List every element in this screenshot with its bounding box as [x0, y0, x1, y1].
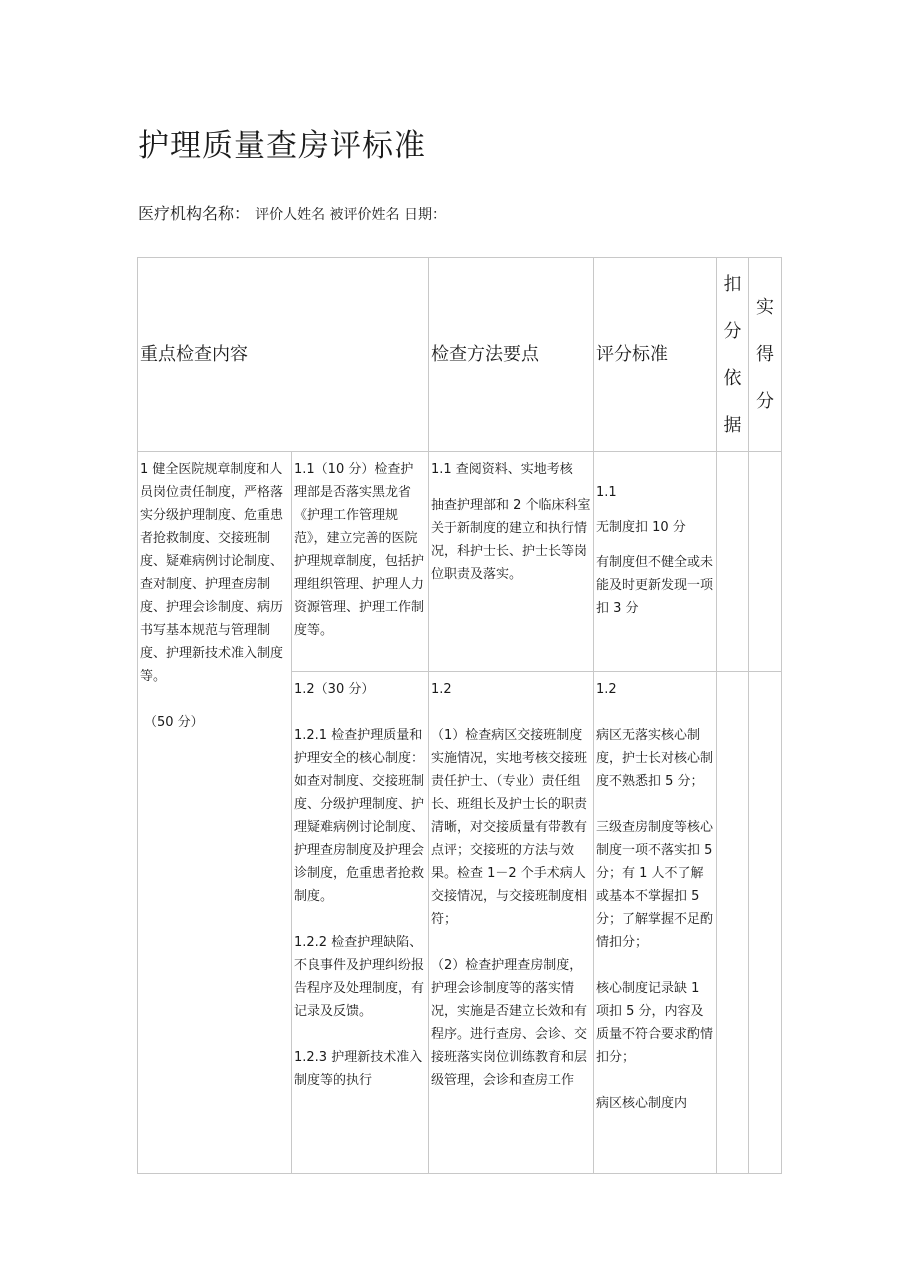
method-text: （1）检查病区交接班制度实施情况，实地考核交接班责任护士、（专业）责任组长、班组长及护士长的职责清晰，对交接质量有带教有点评；交接班的方法与效果。检查 1－2 个手术病人交接情况，与交接班制度相符；	[431, 728, 588, 927]
item-text: 1.2（30 分）	[294, 682, 375, 697]
header-char: 据	[723, 414, 742, 436]
header-char: 扣	[723, 273, 742, 295]
institution-label: 医疗机构名称：	[138, 204, 251, 223]
header-key-content: 重点检查内容	[138, 258, 429, 452]
item-cell	[292, 672, 429, 1174]
standard-text: 核心制度记录缺 1 项扣 5 分，内容及质量不符合要求酌情扣分；	[596, 981, 714, 1065]
header-check-method: 检查方法要点	[429, 258, 594, 452]
standard-cell	[594, 672, 717, 1174]
header-char: 实	[756, 297, 774, 318]
header-deduction-basis	[717, 258, 749, 452]
method-text: 1.1 查阅资料、实地考核	[431, 462, 573, 477]
item-text: 1.2.2 检查护理缺陷、不良事件及护理纠纷报告程序及处理制度，有记录及反馈。	[294, 935, 425, 1019]
method-text: 抽查护理部和 2 个临床科室关于新制度的建立和执行情况，科护士长、护士长等岗位职责及落实。	[431, 498, 591, 582]
table-header-row	[138, 258, 782, 452]
standard-text: 病区核心制度内	[596, 1096, 688, 1111]
standard-text: 无制度扣 10 分	[596, 520, 686, 535]
header-scoring-standard: 评分标准	[594, 258, 717, 452]
evaluator-fields-label: 评价人姓名 被评价姓名 日期：	[255, 207, 447, 223]
method-text: 1.2	[431, 682, 452, 697]
score-cell	[749, 672, 782, 1174]
standard-text: 三级查房制度等核心制度一项不落实扣 5 分；有 1 人不了解或基本不掌握扣 5 分；了解掌握不足酌情扣分；	[596, 820, 714, 950]
item-text: 1.2.3 护理新技术准入制度等的执行	[294, 1050, 423, 1088]
standard-text: 1.2	[596, 682, 617, 697]
deduction-cell	[717, 452, 749, 672]
header-info-line	[138, 202, 446, 227]
method-text: （2）检查护理查房制度，护理会诊制度等的落实情况，实施是否建立长效和有程序。进行查房、会诊、交接班落实岗位训练教育和层级管理，会诊和查房工作	[431, 958, 588, 1088]
standard-cell	[594, 452, 717, 672]
section-content-text: 1 健全医院规章制度和人员岗位责任制度，严格落实分级护理制度、危重患者抢救制度、交接班制度、疑难病例讨论制度、查对制度、护理查房制度、护理会诊制度、病历书写基本规范与管理制度、护理新技术准入制度等。	[140, 462, 284, 684]
method-cell	[429, 452, 594, 672]
evaluation-table	[137, 257, 782, 1174]
standard-text: 病区无落实核心制度，护士长对核心制度不熟悉扣 5 分；	[596, 728, 714, 789]
deduction-cell	[717, 672, 749, 1174]
table-row	[138, 452, 782, 672]
method-cell	[429, 672, 594, 1174]
score-cell	[749, 452, 782, 672]
header-char: 分	[756, 391, 774, 412]
header-char: 得	[756, 344, 774, 365]
item-text: 1.2.1 检查护理质量和护理安全的核心制度：如查对制度、交接班制度、分级护理制度、护理疑难病例讨论制度、护理查房制度及护理会诊制度，危重患者抢救制度。	[294, 728, 425, 904]
standard-text: 有制度但不健全或未能及时更新发现一项扣 3 分	[596, 555, 714, 616]
section-content-cell	[138, 452, 292, 1174]
standard-text: 1.1	[596, 485, 617, 500]
document-title: 护理质量查房评标准	[138, 128, 426, 164]
header-actual-score	[749, 258, 782, 452]
header-char: 依	[723, 367, 742, 389]
item-cell	[292, 452, 429, 672]
section-score: （50 分）	[144, 715, 204, 730]
item-text: 1.1（10 分）检查护理部是否落实黑龙省《护理工作管理规范》，建立完善的医院护理规章制度，包括护理组织管理、护理人力资源管理、护理工作制度等。	[294, 462, 425, 638]
header-char: 分	[723, 320, 742, 342]
